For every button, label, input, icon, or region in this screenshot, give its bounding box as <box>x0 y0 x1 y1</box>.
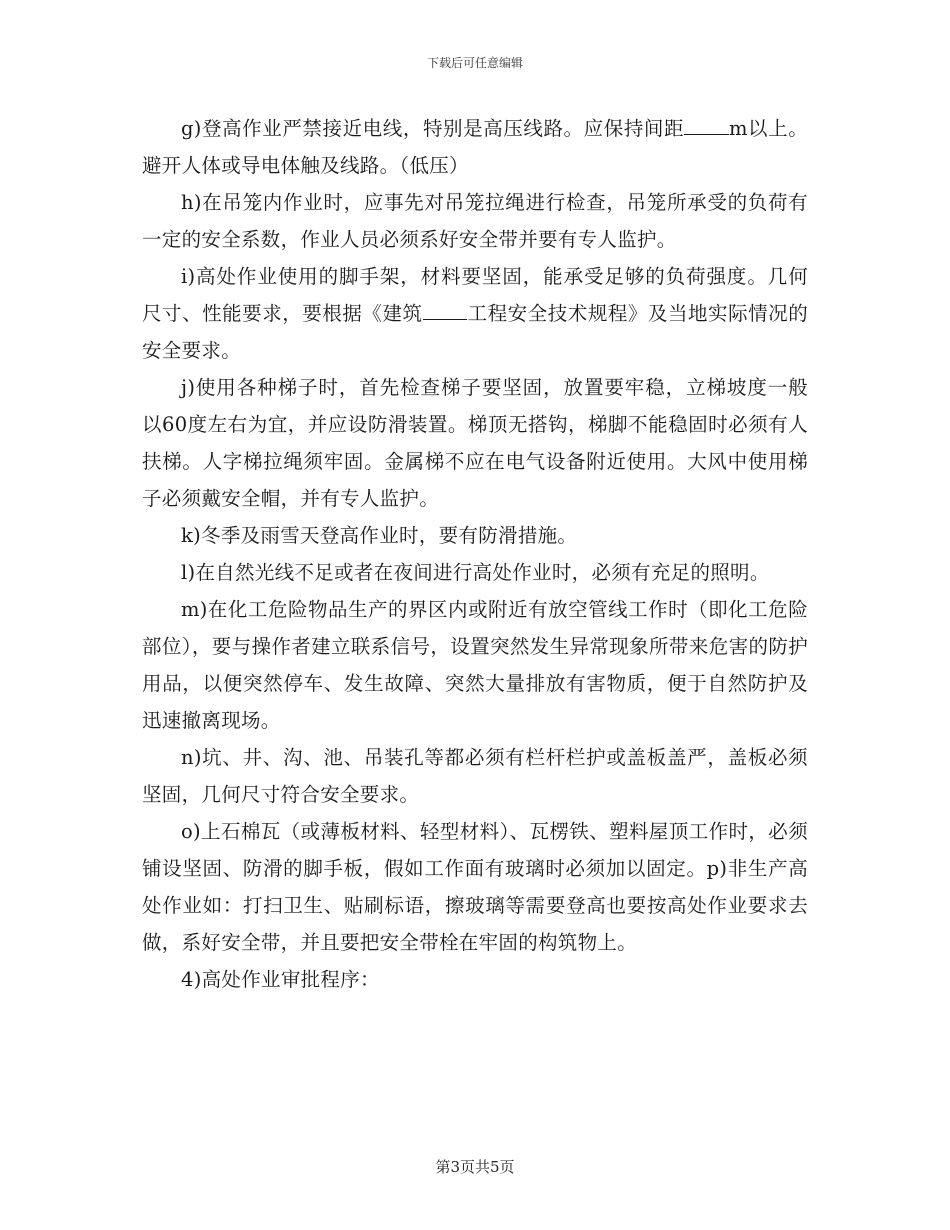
paragraph-h: h)在吊笼内作业时，应事先对吊笼拉绳进行检查，吊笼所承受的负荷有一定的安全系数，作业人员必须系好安全带并要有专人监护。 <box>142 191 808 251</box>
paragraph-g-after: m以上。避开人体或导电体触及线路。（低压） <box>142 117 808 177</box>
fill-in-blank <box>423 301 468 320</box>
paragraph-g-before: g)登高作业严禁接近电线，特别是高压线路。应保持间距 <box>181 117 685 140</box>
paragraph-j: j)使用各种梯子时，首先检查梯子要坚固，放置要牢稳，立梯坡度一般以60度左右为宜，并应设防滑装置。梯顶无搭钩，梯脚不能稳固时必须有人扶梯。人字梯拉绳须牢固。金属梯不应在电气设备附近使用。大风中使用梯子必须戴安全帽，并有专人监护。 <box>142 376 808 510</box>
paragraph-m: m)在化工危险物品生产的界区内或附近有放空管线工作时（即化工危险部位），要与操作者建立联系信号，设置突然发生异常现象所带来危害的防护用品，以便突然停车、发生故障、突然大量排放有害物质，便于自然防护及迅速撤离现场。 <box>142 598 808 732</box>
fill-in-blank <box>684 116 729 135</box>
page-header-note: 下载后可任意编辑 <box>426 56 523 70</box>
paragraph-g <box>142 110 808 184</box>
paragraph-l: l)在自然光线不足或者在夜间进行高处作业时，必须有充足的照明。 <box>181 561 770 584</box>
paragraph-o-p: o)上石棉瓦（或薄板材料、轻型材料）、瓦楞铁、塑料屋顶工作时，必须铺设坚固、防滑的脚手板，假如工作面有玻璃时必须加以固定。p)非生产高处作业如：打扫卫生、贴刷标语，擦玻璃等需要登高也要按高处作业要求去做，系好安全带，并且要把安全带栓在牢固的构筑物上。 <box>142 820 808 954</box>
paragraph-4: 4)高处作业审批程序： <box>181 968 380 991</box>
paragraph-i-before: i)高处作业使用的脚手架，材料要坚固，能承受足够的负荷强度。几何尺寸、性能要求，要根据《建筑 <box>142 265 808 325</box>
paragraph-k: k)冬季及雨雪天登高作业时，要有防滑措施。 <box>181 524 578 547</box>
paragraph-i <box>142 258 808 369</box>
paragraph-n: n)坑、井、沟、池、吊装孔等都必须有栏杆栏护或盖板盖严，盖板必须坚固，几何尺寸符合安全要求。 <box>142 746 808 806</box>
page-number: 第3页共5页 <box>435 1158 515 1176</box>
paragraph-i-after: 工程安全技术规程》及当地实际情况的安全要求。 <box>142 302 809 362</box>
document-body <box>142 110 808 998</box>
